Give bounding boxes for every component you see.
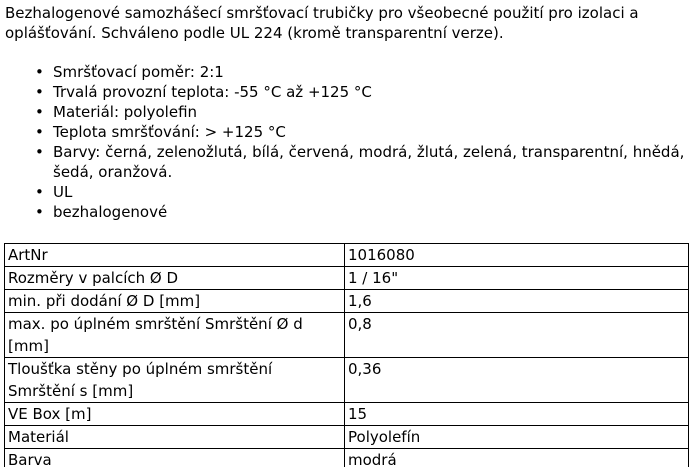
- bullet-icon: •: [35, 203, 44, 221]
- table-row: [5, 267, 689, 290]
- spec-key: Rozměry v palcích Ø D: [5, 267, 345, 290]
- spec-table: [4, 243, 689, 467]
- intro-text: Bezhalogenové samozhášecí smršťovací trubičky pro všeobecné použití pro izolaci a oplášťování. Schváleno podle UL 224 (kromě transparentní verze).: [5, 4, 639, 42]
- bullet-icon: •: [35, 63, 44, 81]
- feature-item: • Trvalá provozní teplota: -55 °C až +125 °C: [35, 83, 372, 101]
- bullet-icon: •: [35, 83, 44, 101]
- bullet-icon: •: [35, 143, 44, 161]
- feature-item: • Barvy: černá, zelenožlutá, bílá, červená, modrá, žlutá, zelená, transparentní, hnědá, šedá, oranžová.: [35, 143, 685, 181]
- spec-value: 1 / 16": [345, 267, 689, 290]
- spec-value: 1,6: [345, 290, 689, 313]
- bullet-icon: •: [35, 103, 44, 121]
- spec-key: max. po úplném smrštění Smrštění Ø d [mm]: [5, 313, 345, 358]
- spec-value: 15: [345, 403, 689, 426]
- feature-item: • Smršťovací poměr: 2:1: [35, 63, 224, 81]
- spec-value: Polyolefín: [345, 426, 689, 449]
- spec-key: Barva: [5, 449, 345, 467]
- spec-key: Tloušťka stěny po úplném smrštění Smrštění s [mm]: [5, 358, 345, 403]
- feature-item: • UL: [35, 183, 73, 201]
- bullet-icon: •: [35, 183, 44, 201]
- table-row: [5, 244, 689, 267]
- table-row: [5, 449, 689, 467]
- feature-item: • Teplota smršťování: > +125 °C: [35, 123, 286, 141]
- feature-item: • Materiál: polyolefin: [35, 103, 198, 121]
- feature-item: • bezhalogenové: [35, 203, 168, 221]
- spec-key: VE Box [m]: [5, 403, 345, 426]
- table-row: [5, 358, 689, 403]
- bullet-icon: •: [35, 123, 44, 141]
- spec-value: modrá: [345, 449, 689, 467]
- spec-key: ArtNr: [5, 244, 345, 267]
- spec-value: 0,36: [345, 358, 689, 403]
- spec-value: 0,8: [345, 313, 689, 358]
- spec-key: Materiál: [5, 426, 345, 449]
- table-row: [5, 313, 689, 358]
- table-row: [5, 426, 689, 449]
- spec-key: min. při dodání Ø D [mm]: [5, 290, 345, 313]
- spec-value: 1016080: [345, 244, 689, 267]
- feature-list: [5, 62, 685, 222]
- table-row: [5, 290, 689, 313]
- table-row: [5, 403, 689, 426]
